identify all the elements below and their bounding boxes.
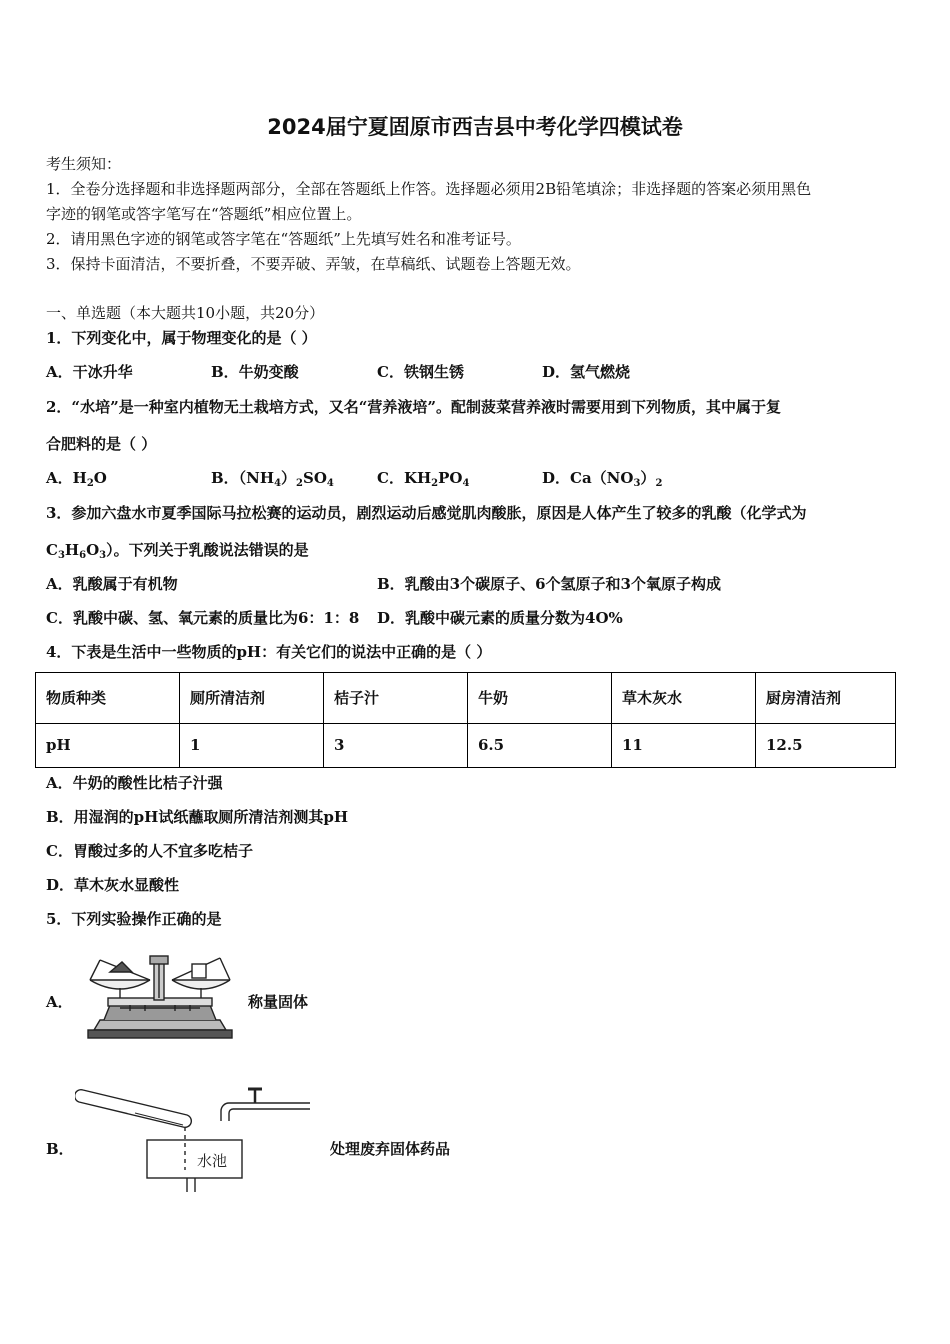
table-header-row (36, 673, 896, 724)
notice-item-1-cont: 字迹的钢笔或答字笔写在“答题纸”相应位置上。 (46, 205, 362, 223)
notice-item-2: 2．请用黑色字迹的钢笔或答字笔在“答题纸”上先填写姓名和准考证号。 (46, 230, 521, 248)
notice-item-3: 3．保持卡面清洁，不要折叠，不要弄破、弄皱，在草稿纸、试题卷上答题无效。 (46, 255, 581, 273)
notice-item-1: 1．全卷分选择题和非选择题两部分，全部在答题纸上作答。选择题必须用2B铅笔填涂；非选择题的答案必须用黑色 (46, 180, 812, 198)
q5-stem: 5．下列实验操作正确的是 (46, 910, 222, 928)
q2-option-a: A．$H_2O$ (46, 469, 107, 489)
table-cell: 物质种类 (36, 673, 180, 724)
table-cell: 牛奶 (468, 673, 612, 724)
q5-option-a-label: A． (46, 993, 73, 1011)
q4-stem: 4．下表是生活中一些物质的pH：有关它们的说法中正确的是（ ） (46, 643, 492, 661)
q1-option-a: A．干冰升华 (46, 363, 133, 381)
q3-stem: 3．参加六盘水市夏季国际马拉松赛的运动员，剧烈运动后感觉肌肉酸胀，原因是人体产生了较多的乳酸（化学式为 (46, 504, 807, 522)
page-title: 2024届宁夏固原市西吉县中考化学四模试卷 (267, 115, 683, 139)
table-cell: 12.5 (756, 723, 896, 767)
table-cell: 1 (180, 723, 324, 767)
q4-option-c: C．胃酸过多的人不宜多吃桔子 (46, 842, 253, 860)
q5-option-a-caption: 称量固体 (248, 993, 309, 1011)
section-heading: 一、单选题（本大题共10小题，共20分） (46, 304, 325, 322)
sink-label: 水池 (197, 1152, 228, 1170)
table-cell: 11 (612, 723, 756, 767)
q1-option-d: D．氢气燃烧 (542, 363, 631, 381)
q5-option-b-caption: 处理废弃固体药品 (330, 1140, 451, 1158)
q4-option-b: B．用湿润的pH试纸蘸取厕所清洁剂测其pH (46, 808, 349, 826)
q5-option-b-label: B． (46, 1140, 74, 1158)
table-cell: 6.5 (468, 723, 612, 767)
disposal-sink-figure (75, 1075, 320, 1195)
table-cell: 厕所清洁剂 (180, 673, 324, 724)
ph-table (35, 672, 896, 768)
q4-option-a: A．牛奶的酸性比桔子汁强 (46, 774, 223, 792)
table-cell: pH (36, 723, 180, 767)
q3-option-c: C．乳酸中碳、氢、氧元素的质量比为6：1：8 (46, 609, 360, 627)
table-row (36, 723, 896, 767)
q1-option-c: C．铁钢生锈 (377, 363, 464, 381)
table-cell: 桔子汁 (324, 673, 468, 724)
q4-option-d: D．草木灰水显酸性 (46, 876, 180, 894)
q2-option-b: B．$(NH_4)_2SO_4$ (211, 469, 334, 489)
q2-stem: 2．“水培”是一种室内植物无土栽培方式，又名“营养液培”。配制菠菜营养液时需要用到下列物质，其中属于复 (46, 398, 781, 416)
q3-option-d: D．乳酸中碳元素的质量分数为4O% (377, 609, 623, 627)
q1-stem: 1．下列变化中，属于物理变化的是（ ） (46, 329, 317, 347)
q2-stem-cont: 合肥料的是（ ） (46, 435, 157, 453)
q3-option-b: B．乳酸由3个碳原子、6个氢原子和3个氧原子构成 (377, 575, 721, 593)
q3-option-a: A．乳酸属于有机物 (46, 575, 178, 593)
q2-option-d: D．$Ca(NO_3)_2$ (542, 469, 663, 489)
table-cell: 3 (324, 723, 468, 767)
table-cell: 厨房清洁剂 (756, 673, 896, 724)
q2-option-c: C．$KH_2PO_4$ (377, 469, 470, 489)
q1-option-b: B．牛奶变酸 (211, 363, 299, 381)
table-cell: 草木灰水 (612, 673, 756, 724)
notice-heading: 考生须知： (46, 155, 122, 173)
q3-stem-cont: $C_3H_6O_3$）。下列关于乳酸说法错误的是 (46, 541, 309, 561)
balance-scale-figure (80, 950, 240, 1045)
